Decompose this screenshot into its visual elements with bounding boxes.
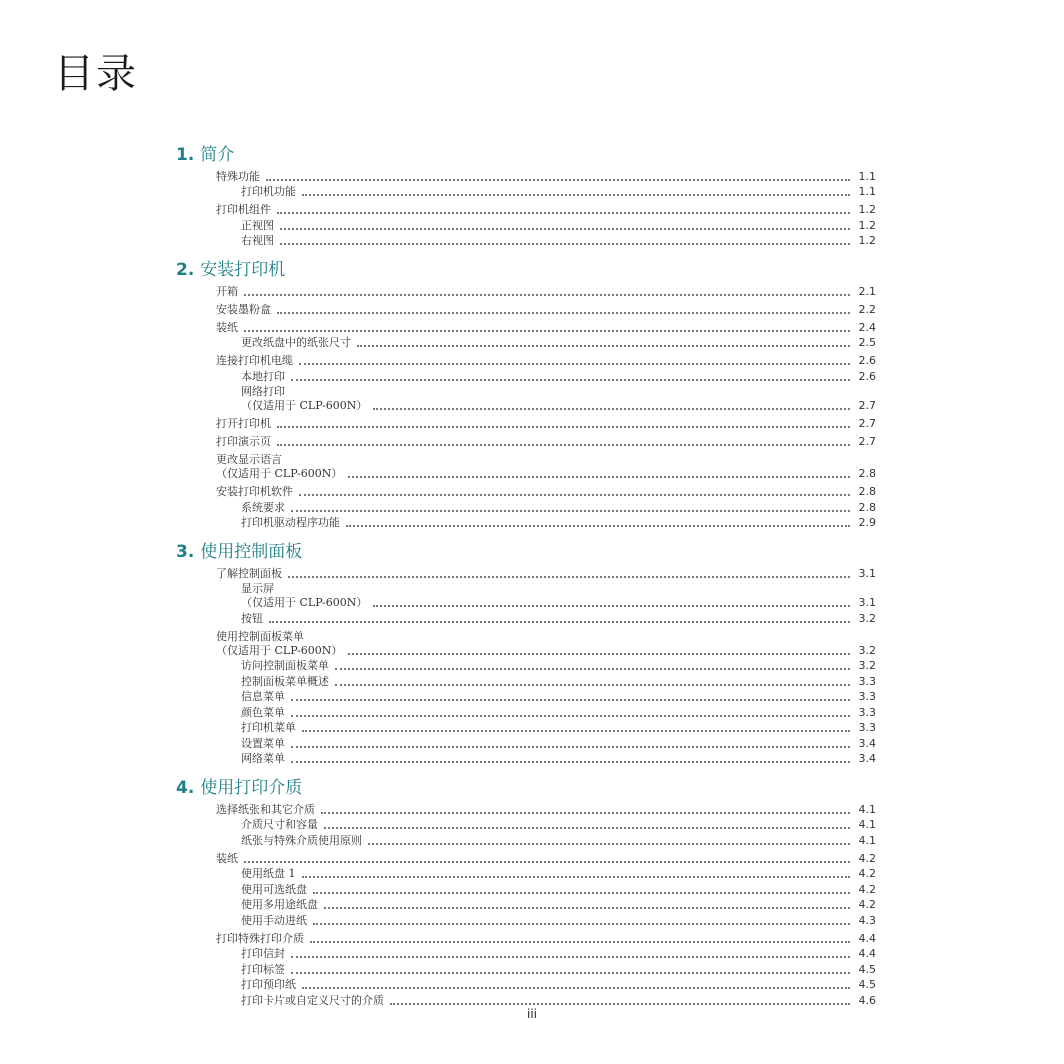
toc-entry-title: 更改纸盘中的纸张尺寸 <box>241 336 351 349</box>
toc-entry[interactable] <box>241 501 876 515</box>
toc-entry[interactable] <box>216 803 876 817</box>
toc-entry-page: 2.8 <box>858 467 876 480</box>
toc-entry-title: 本地打印 <box>241 369 285 383</box>
dot-leader <box>321 812 850 814</box>
toc-entry-page: 3.4 <box>858 736 876 750</box>
toc-entry[interactable] <box>216 303 876 317</box>
toc-entry-title: 了解控制面板 <box>216 566 282 580</box>
toc-entry-title: 打印预印纸 <box>241 978 296 991</box>
toc-entry-page: 2.9 <box>858 516 876 529</box>
toc-entry-page: 1.1 <box>858 185 876 198</box>
toc-entry[interactable] <box>241 883 876 897</box>
dot-leader <box>310 941 850 943</box>
toc-entry-page: 4.5 <box>858 962 876 976</box>
dot-leader <box>291 379 850 381</box>
dot-leader <box>302 876 851 878</box>
toc-entry-page: 2.2 <box>858 302 876 316</box>
toc-entry[interactable] <box>241 994 876 1008</box>
toc-entry-page: 2.6 <box>858 354 876 367</box>
toc-entry[interactable] <box>241 219 876 233</box>
dot-leader <box>291 746 850 748</box>
dot-leader <box>244 861 850 863</box>
chapter-number: 3. <box>176 542 195 562</box>
toc-entry-title: 使用纸盘 1 <box>241 867 296 880</box>
toc-entry-title: 系统要求 <box>241 500 285 514</box>
toc-entry-title: 介质尺寸和容量 <box>241 818 318 831</box>
toc-entry[interactable] <box>216 630 876 658</box>
toc-entry-page: 2.1 <box>858 284 876 298</box>
toc-entry[interactable] <box>241 867 876 881</box>
toc-entry-title: 使用多用途纸盘 <box>241 898 318 911</box>
dot-leader <box>302 987 850 989</box>
dot-leader <box>313 892 850 894</box>
toc-entry-title: 网络菜单 <box>241 752 285 765</box>
toc-entry-page: 4.4 <box>858 947 876 960</box>
toc-entry-page: 2.5 <box>858 336 876 349</box>
toc-entry-title: 正视图 <box>241 218 274 232</box>
toc-entry-page: 3.3 <box>858 705 876 719</box>
toc-entry-page: 1.2 <box>858 218 876 232</box>
toc-entry[interactable] <box>241 978 876 992</box>
toc-entry[interactable] <box>216 321 876 335</box>
toc-entry-title: 控制面板菜单概述 <box>241 674 329 688</box>
toc-entry-title: 更改显示语言 （仅适用于 CLP-600N） <box>216 453 343 480</box>
dot-leader <box>277 212 850 214</box>
toc-entry-title: 选择纸张和其它介质 <box>216 802 315 816</box>
toc-entry-title: 右视图 <box>241 234 274 247</box>
dot-leader <box>324 827 850 829</box>
toc-entry-title: 安装墨粉盒 <box>216 302 271 316</box>
toc-entry-page: 1.2 <box>858 234 876 247</box>
toc-entry-page: 3.2 <box>858 643 876 657</box>
toc-entry[interactable] <box>216 203 876 217</box>
toc-entry-title: 使用控制面板菜单 （仅适用于 CLP-600N） <box>216 629 343 657</box>
dot-leader <box>346 525 850 527</box>
dot-leader <box>390 1003 850 1005</box>
dot-leader <box>291 699 850 701</box>
toc-entry-title: 特殊功能 <box>216 169 260 183</box>
toc-entry-page: 2.8 <box>858 485 876 498</box>
dot-leader <box>277 312 850 314</box>
toc-entry[interactable] <box>241 234 876 248</box>
dot-leader <box>277 444 850 446</box>
dot-leader <box>373 605 850 607</box>
page-number: iii <box>526 1007 537 1021</box>
dot-leader <box>280 243 850 245</box>
toc-entry-title: 打印机功能 <box>241 185 296 198</box>
dot-leader <box>299 494 850 496</box>
toc-entry[interactable] <box>241 818 876 832</box>
toc-entry-page: 4.2 <box>858 898 876 911</box>
toc-entry[interactable] <box>241 706 876 720</box>
toc-entry-title: 装纸 <box>216 851 238 865</box>
toc-entry-title: 显示屏 （仅适用于 CLP-600N） <box>241 582 368 609</box>
toc-entry-page: 1.2 <box>858 203 876 216</box>
chapter-title: 使用控制面板 <box>200 542 303 562</box>
toc-entry-title: 打印信封 <box>241 947 285 960</box>
chapter-number: 2. <box>176 260 195 280</box>
toc-entry-page: 2.8 <box>858 500 876 514</box>
toc-entry[interactable] <box>241 834 876 848</box>
dot-leader <box>291 956 850 958</box>
dot-leader <box>302 194 850 196</box>
toc-entry-title: 信息菜单 <box>241 690 285 703</box>
toc-entry[interactable] <box>216 435 876 449</box>
toc-entry[interactable] <box>241 752 876 766</box>
toc-entry-title: 装纸 <box>216 320 238 334</box>
toc-entry-page: 2.7 <box>858 435 876 448</box>
toc-entry-page: 4.5 <box>858 978 876 991</box>
toc-entry-title: 打开打印机 <box>216 417 271 430</box>
toc-entry-page: 4.6 <box>858 993 876 1007</box>
toc-entry-page: 4.2 <box>858 851 876 865</box>
toc-entry[interactable] <box>216 852 876 866</box>
toc-entry-title: 开箱 <box>216 284 238 298</box>
dot-leader <box>302 730 850 732</box>
toc-entry[interactable] <box>241 612 876 626</box>
dot-leader <box>335 684 850 686</box>
toc-entry-page: 2.7 <box>858 417 876 430</box>
chapter-heading[interactable] <box>176 539 876 565</box>
toc-entry[interactable] <box>216 170 876 184</box>
dot-leader <box>335 668 850 670</box>
toc-entry[interactable] <box>241 914 876 928</box>
dot-leader <box>299 363 850 365</box>
toc-entry-title: 打印机菜单 <box>241 721 296 734</box>
chapter-heading[interactable] <box>176 775 876 801</box>
toc-entry-title: 安装打印机软件 <box>216 485 293 498</box>
toc-entry-page: 3.4 <box>858 752 876 765</box>
toc-entry-title: 打印特殊打印介质 <box>216 931 304 945</box>
toc-entry-page: 4.1 <box>858 818 876 831</box>
chapter-title: 使用打印介质 <box>200 778 303 798</box>
toc-entry[interactable] <box>241 516 876 530</box>
toc-entry-title: 打印演示页 <box>216 435 271 448</box>
dot-leader <box>348 653 850 655</box>
toc-entry[interactable] <box>241 659 876 673</box>
dot-leader <box>373 408 850 410</box>
dot-leader <box>324 907 850 909</box>
chapter-number: 4. <box>176 778 195 798</box>
toc-entry-page: 1.1 <box>858 169 876 183</box>
toc-entry-page: 4.4 <box>858 931 876 945</box>
toc-entry-title: 连接打印机电缆 <box>216 354 293 367</box>
toc-entry-page: 2.4 <box>858 320 876 334</box>
chapter-heading[interactable] <box>176 257 876 283</box>
toc-entry-title: 访问控制面板菜单 <box>241 659 329 672</box>
toc-entry[interactable] <box>241 898 876 912</box>
toc-entry-page: 3.1 <box>858 566 876 580</box>
toc-entry[interactable] <box>216 417 876 431</box>
chapter-section <box>176 257 876 530</box>
dot-leader <box>244 294 850 296</box>
toc-entry-title: 打印机驱动程序功能 <box>241 516 340 529</box>
chapter-title: 简介 <box>200 145 235 165</box>
page-title: 目录 <box>54 51 138 97</box>
toc-entry[interactable] <box>241 947 876 961</box>
chapter-section <box>176 775 876 1008</box>
chapter-heading[interactable] <box>176 142 876 168</box>
toc-entry-page: 4.2 <box>858 867 876 880</box>
toc-entry[interactable] <box>216 354 876 368</box>
toc-entry-page: 3.2 <box>858 659 876 672</box>
toc-entry[interactable] <box>216 285 876 299</box>
toc-entry-title: 使用手动进纸 <box>241 913 307 927</box>
toc-entry-title: 按钮 <box>241 611 263 625</box>
toc-entry[interactable] <box>241 370 876 384</box>
dot-leader <box>348 476 850 478</box>
toc-entry-page: 3.1 <box>858 596 876 609</box>
toc-entry-title: 网络打印 （仅适用于 CLP-600N） <box>241 385 368 412</box>
toc-entry[interactable] <box>216 567 876 581</box>
toc-entry[interactable] <box>241 675 876 689</box>
dot-leader <box>280 228 850 230</box>
toc-entry[interactable] <box>241 385 876 413</box>
chapter-title: 安装打印机 <box>200 260 286 280</box>
dot-leader <box>291 972 850 974</box>
toc-entry-page: 4.3 <box>858 913 876 927</box>
toc-entry-page: 2.7 <box>858 399 876 412</box>
dot-leader <box>368 843 850 845</box>
toc-entry-title: 打印机组件 <box>216 203 271 216</box>
toc-entry[interactable] <box>241 963 876 977</box>
chapter-section <box>176 539 876 766</box>
toc-entry-title: 打印标签 <box>241 962 285 976</box>
toc-entry-title: 设置菜单 <box>241 736 285 750</box>
chapter-section <box>176 142 876 248</box>
toc-entry-page: 3.3 <box>858 721 876 734</box>
dot-leader <box>291 761 850 763</box>
toc-entry-page: 4.1 <box>858 802 876 816</box>
dot-leader <box>277 426 850 428</box>
toc-entry[interactable] <box>241 737 876 751</box>
toc-entry[interactable] <box>216 453 876 481</box>
toc-entry[interactable] <box>216 932 876 946</box>
dot-leader <box>266 179 850 181</box>
toc-entry-page: 4.1 <box>858 833 876 847</box>
dot-leader <box>244 330 850 332</box>
toc-entry-page: 3.3 <box>858 690 876 703</box>
toc-entry-title: 颜色菜单 <box>241 705 285 719</box>
toc-entry-page: 3.3 <box>858 674 876 688</box>
table-of-contents <box>176 142 876 1017</box>
toc-entry[interactable] <box>241 185 876 199</box>
toc-entry[interactable] <box>241 690 876 704</box>
toc-entry-page: 4.2 <box>858 882 876 896</box>
dot-leader <box>291 715 850 717</box>
toc-entry-title: 纸张与特殊介质使用原则 <box>241 833 362 847</box>
toc-entry[interactable] <box>241 336 876 350</box>
toc-entry-page: 2.6 <box>858 369 876 383</box>
dot-leader <box>357 345 850 347</box>
toc-entry-page: 3.2 <box>858 611 876 625</box>
chapter-number: 1. <box>176 145 195 165</box>
dot-leader <box>313 923 850 925</box>
dot-leader <box>288 576 850 578</box>
dot-leader <box>269 621 850 623</box>
dot-leader <box>291 510 850 512</box>
toc-entry-title: 使用可选纸盘 <box>241 882 307 896</box>
toc-entry[interactable] <box>216 485 876 499</box>
toc-entry[interactable] <box>241 721 876 735</box>
toc-entry-title: 打印卡片或自定义尺寸的介质 <box>241 993 384 1007</box>
toc-entry[interactable] <box>241 582 876 610</box>
